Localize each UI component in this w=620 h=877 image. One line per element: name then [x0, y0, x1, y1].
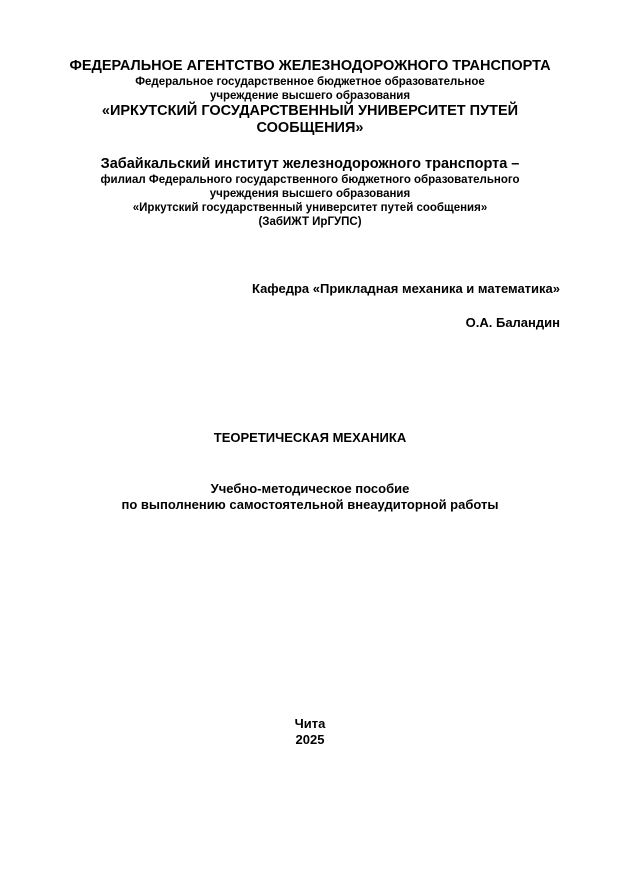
branch-line-3: «Иркутский государственный университет путей сообщения»: [132, 202, 488, 214]
subtitle-line-2: по выполнению самостоятельной внеаудиторной работы: [121, 497, 499, 512]
year: 2025: [295, 732, 325, 747]
document-subtitle-block: [0, 481, 620, 513]
imprint-footer: [0, 716, 620, 748]
department-name: Кафедра «Прикладная механика и математика»: [251, 281, 560, 296]
branch-line-1: филиал Федерального государственного бюджетного образовательного: [100, 174, 520, 186]
subtitle-line-1: Учебно-методическое пособие: [210, 481, 410, 496]
agency-name: ФЕДЕРАЛЬНОЕ АГЕНТСТВО ЖЕЛЕЗНОДОРОЖНОГО ТРАНСПОРТА: [69, 58, 551, 74]
branch-line-2: учреждения высшего образования: [209, 188, 411, 200]
publisher-header: [0, 58, 620, 137]
document-title-block: [0, 430, 620, 446]
document-title: ТЕОРЕТИЧЕСКАЯ МЕХАНИКА: [213, 430, 407, 445]
university-name-line-1: «ИРКУТСКИЙ ГОСУДАРСТВЕННЫЙ УНИВЕРСИТЕТ ПУТЕЙ: [101, 103, 519, 119]
org-type-line-2: учреждение высшего образования: [209, 90, 411, 102]
org-type-line-1: Федеральное государственное бюджетное образовательное: [135, 76, 485, 88]
institute-block: [0, 156, 620, 229]
institute-abbr: (ЗабИЖТ ИрГУПС): [258, 216, 362, 228]
author-name: О.А. Баландин: [465, 315, 560, 330]
institute-name: Забайкальский институт железнодорожного транспорта –: [100, 156, 520, 172]
city: Чита: [294, 716, 326, 731]
university-name-line-2: СООБЩЕНИЯ»: [256, 120, 364, 136]
